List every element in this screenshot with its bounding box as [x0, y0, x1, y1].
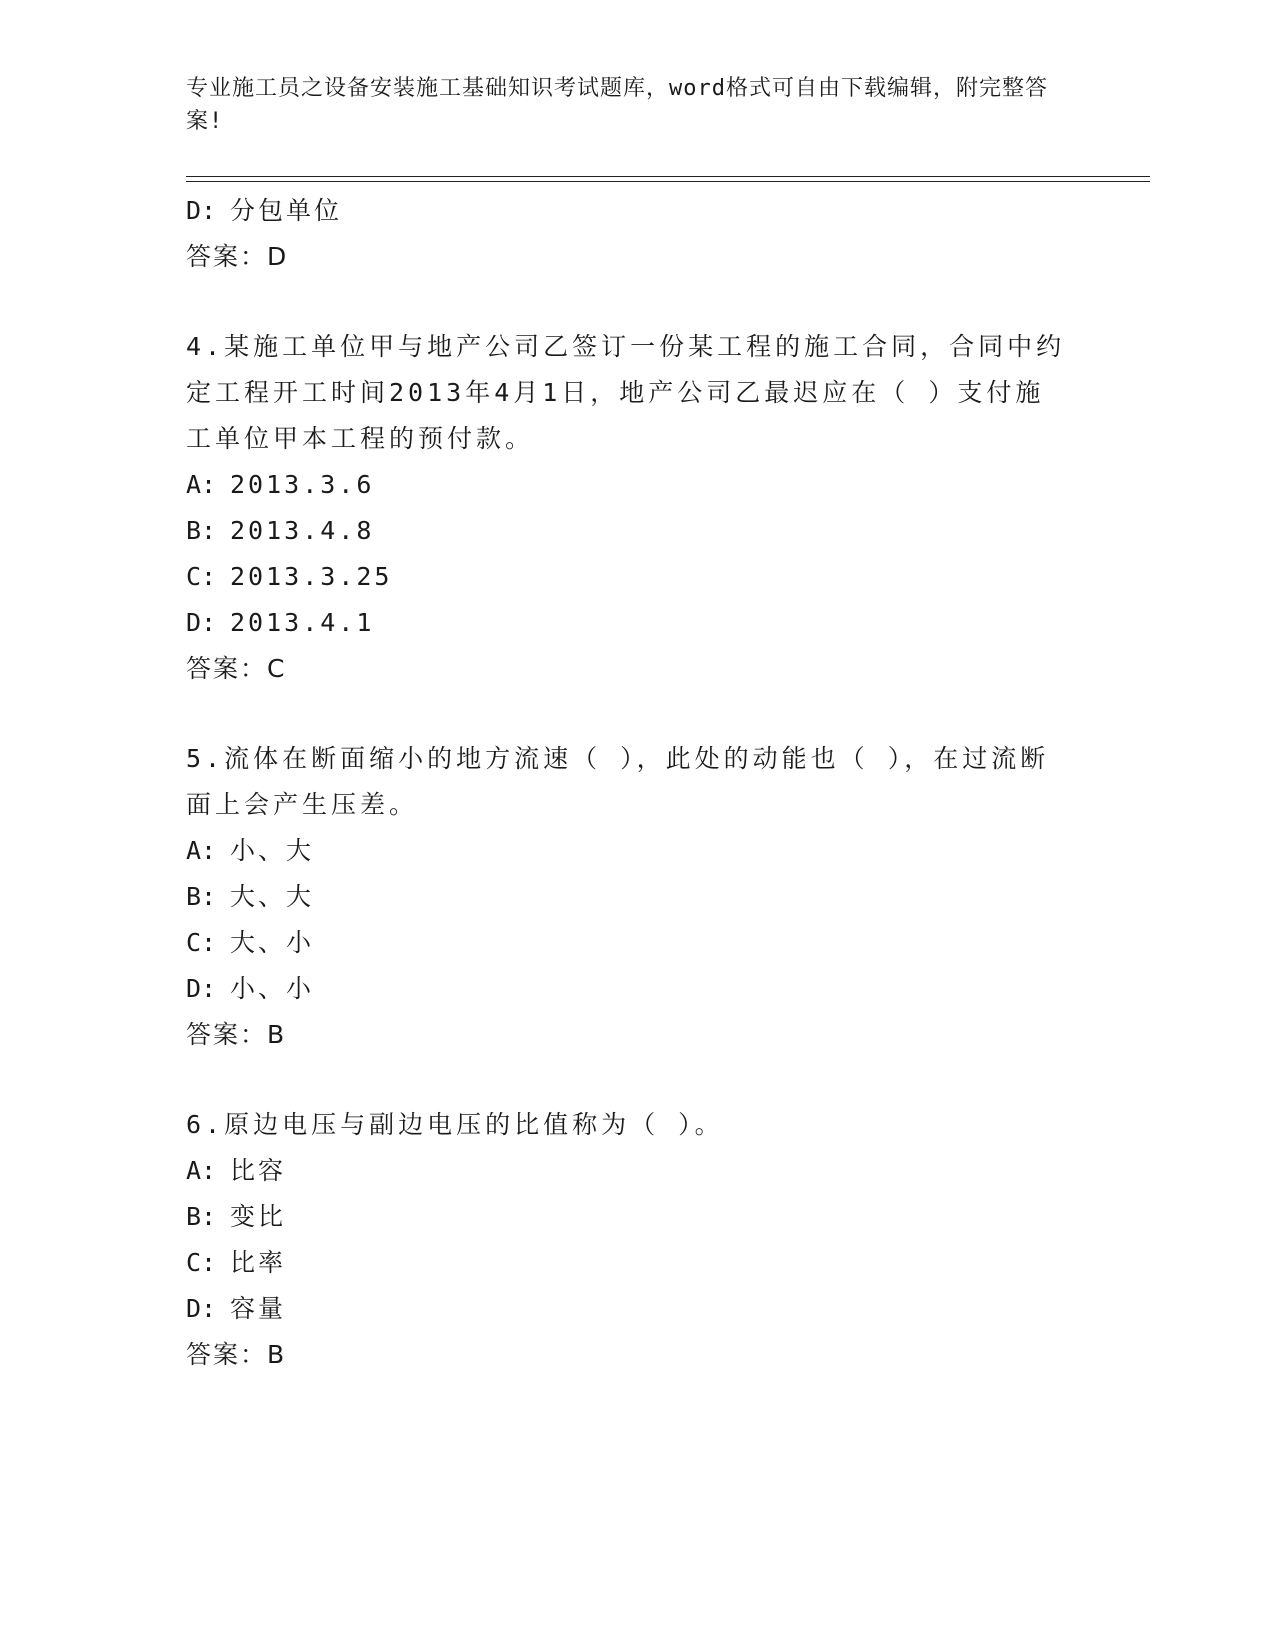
spacer: [186, 1058, 1086, 1102]
option-text: 变比: [230, 1202, 287, 1231]
option-text: 比率: [230, 1248, 287, 1277]
question-6-text: [186, 1102, 1086, 1148]
header-title: 专业施工员之设备安装施工基础知识考试题库，word格式可自由下载编辑，附完整答案!: [186, 76, 1048, 134]
prev-answer: 答案：D: [186, 242, 289, 271]
question-line: 工单位甲本工程的预付款。: [186, 424, 535, 453]
question-line: 5.流体在断面缩小的地方流速（ ），此处的动能也（ ），在过流断: [186, 744, 1050, 773]
option-a: [186, 462, 1086, 508]
option-b: [186, 1194, 1086, 1240]
option-label: C:: [186, 928, 217, 957]
option-c: [186, 1240, 1086, 1286]
option-d: [186, 1286, 1086, 1332]
question-5: [186, 736, 1086, 1058]
page-header: [186, 72, 1066, 138]
option-text: 分包单位: [230, 196, 343, 225]
option-text: 小、小: [230, 974, 315, 1003]
option-text: 大、大: [230, 882, 315, 911]
option-label: A:: [186, 1156, 217, 1185]
question-4-text: [186, 324, 1086, 462]
option-label: D:: [186, 608, 217, 637]
option-label: B:: [186, 516, 217, 545]
option-label: A:: [186, 836, 217, 865]
option-d: [186, 966, 1086, 1012]
spacer: [186, 280, 1086, 324]
question-5-text: [186, 736, 1086, 828]
option-text: 2013.4.8: [230, 516, 375, 545]
option-label: B:: [186, 1202, 217, 1231]
option-label: D:: [186, 974, 217, 1003]
option-label: B:: [186, 882, 217, 911]
option-text: 小、大: [230, 836, 315, 865]
answer: 答案：B: [186, 1340, 287, 1369]
option-text: 2013.3.25: [230, 562, 393, 591]
option-label: C:: [186, 1248, 217, 1277]
option-b: [186, 874, 1086, 920]
option-label: C:: [186, 562, 217, 591]
question-4: [186, 324, 1086, 692]
option-c: [186, 554, 1086, 600]
option-text: 容量: [230, 1294, 287, 1323]
option-label: D:: [186, 1294, 217, 1323]
question-line: 面上会产生压差。: [186, 790, 419, 819]
question-6: [186, 1102, 1086, 1378]
answer: 答案：B: [186, 1020, 287, 1049]
prev-option-d: [186, 188, 1086, 234]
option-a: [186, 1148, 1086, 1194]
option-text: 2013.4.1: [230, 608, 375, 637]
option-label: A:: [186, 470, 217, 499]
question-line: 定工程开工时间2013年4月1日，地产公司乙最迟应在（ ）支付施: [186, 378, 1045, 407]
answer: 答案：C: [186, 654, 287, 683]
option-a: [186, 828, 1086, 874]
spacer: [186, 692, 1086, 736]
question-content: [186, 188, 1086, 1378]
option-b: [186, 508, 1086, 554]
option-c: [186, 920, 1086, 966]
option-text: 大、小: [230, 928, 315, 957]
option-d: [186, 600, 1086, 646]
option-text: 2013.3.6: [230, 470, 375, 499]
header-divider-top: [186, 176, 1150, 177]
question-line: 6.原边电压与副边电压的比值称为（ ）。: [186, 1110, 724, 1139]
question-line: 4.某施工单位甲与地产公司乙签订一份某工程的施工合同，合同中约: [186, 332, 1066, 361]
option-text: 比容: [230, 1156, 287, 1185]
option-label: D:: [186, 196, 217, 225]
header-divider-bottom: [186, 181, 1150, 182]
